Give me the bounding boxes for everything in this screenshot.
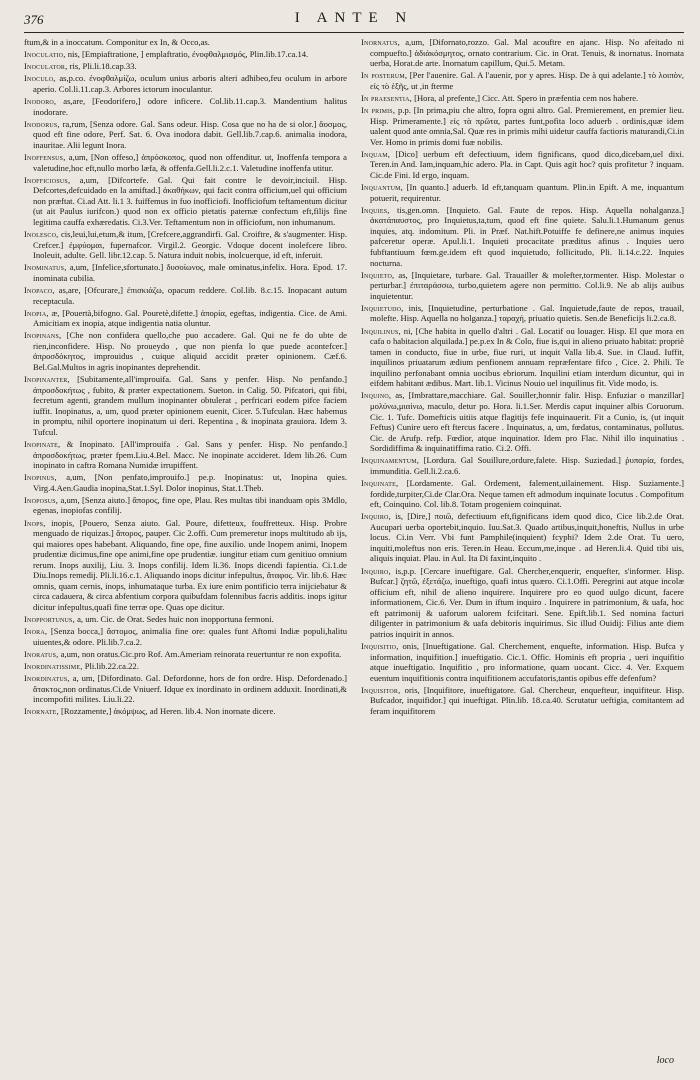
dictionary-entry bbox=[24, 374, 347, 437]
headword: Inquam, bbox=[361, 148, 391, 159]
headword: In posterum, bbox=[361, 70, 408, 81]
entry-text: [Per l'auenire. Gal. A l'auenir, por y apres. Hisp. De à qui adelante.] τὸ λοιπὸν, εἰς τὸ ἑξῆς, ut ,in fterme bbox=[370, 70, 684, 91]
entry-text: [Rozzamente,] ἀκόμψως, ad Heren. lib.4. Non inornate dicere. bbox=[58, 706, 276, 717]
entry-text: a,um, [Difcortefe. Gal. Qui fait contre le devoir,inciuil. Hisp. Defcortes,defcuidado en la amiftad.] ἀκαθήκων, qui facit contra officium,uel qui officium non præftat. Ci.ad Att. li.1 3. fuiffemus in fuo inofficiofi. Inofficiofum teftamentum dicitur (ut ait Paulus iurifcon.) quod non ex officio pietatis paternæ confectum eft,filijs fine legitima cauffa exhæredatis. Ci.3.Ver. Teftamentum non in officiofum, non inhumanum. bbox=[33, 174, 347, 227]
entry-text: [Lordura. Gal Souillure,ordure,falete. Hisp. Suziedad.] ῥυπαρία, fordes, immunditia. Gell.li.2.ca.6. bbox=[370, 455, 684, 476]
left-column bbox=[24, 37, 347, 719]
entry-text: a,um, non oratus.Cic.pro Rof. Am.Ameriam reinorata reuertuntur re non expofita. bbox=[58, 648, 342, 659]
entry-text: as,are, [Ofcurare,] ἐπισκιάζω, opacum reddere. Col.lib. 8.c.15. Inopacant autum receptacula. bbox=[33, 284, 347, 306]
entry-text: ni, [Che habita in quello d'altri . Gal. Locatif ou louager. Hisp. El que mora en cafa o habitacion alquilada.] pe.p.ex In & Colo, fiue is,qui in alieno priuato habitat: propriè tamen in conducto, fiue in urbe, fiue ruri, ut inquit Valla lib.4. Sue. in Claud. Iuffit, inquilinos priuatarum ædium penfionem annuam repræfentare fifco , Cice. 2. Phili. Te inquilino perfonabant omnia uocibus ebriorum. Inquilini etiam interdum dicuntur, qui in eifdem habitant ædibus. Mart. lib.1. Vicinus Nouio uel inquilinus fit. Vide modo, is. bbox=[370, 325, 684, 389]
entry-text: is, [Dire,] ποιῶ, defectiuum eft,fignificans idem quod dico, Cice lib.2.de Orat. Aucupari uerba oportebit,inquio. Iuu.Sat.3. Quado artibus,inquit,honeftis, Nullus in urbe locus. Ci.in Verr. Vbi funt Pamphile(inquient) fcyphi? Idem 2.de Orat. Tu uero, inquiti,moleftus non eris. Teren.in Heau. Eccum,me,inque . ad Heren.li.4. Quid tibi uis, aliquis inquiat. Plau. in Aul. Ita Di faxint,inquito . bbox=[370, 511, 684, 564]
headword: Inoculatio, bbox=[24, 49, 66, 60]
dictionary-entry bbox=[24, 649, 347, 660]
entry-text: a, um, [Difordinato. Gal. Defordonne, hors de fon ordre. Hisp. Defordenado.] ἄτακτος,non ordinatus.Ci.de Vniuerf. Idque ex inordinato in ordinem adduxit. Inordinati,& incompofiti milites. Liu.li.22. bbox=[33, 673, 347, 705]
dictionary-entry bbox=[361, 566, 684, 640]
headword: Inoposus, bbox=[24, 494, 59, 505]
entry-text: Pli.lib.22.ca.22. bbox=[82, 661, 139, 672]
entry-text: as, [Inquietare, turbare. Gal. Trauailler & molefter,tormenter. Hisp. Molestar o perturbar.] ἐπιταράσσω, turbo,quietem agere non permitto. Col.li.9. Ne ab alijs auibus inquietentur. bbox=[370, 269, 684, 301]
dictionary-entry bbox=[361, 390, 684, 453]
headword: Inquantum, bbox=[361, 182, 404, 193]
dictionary-entry bbox=[361, 455, 684, 476]
headword: Inopaco, bbox=[24, 284, 55, 295]
entry-text: onis, [Inueftigatione. Gal. Cherchement, enquefte, information. Hisp. Bufca y information, inquifition.] inueftigatio. Cic.1. Offic. Hominis eft propria , ueri inquifitio atque inueftigatio. Inquifitio , pro informatione, quam uocant. Cicc. 4. Ver. Exquem euentum inquifitionis contra inquifitionem accufatoris,tantis opibus effe defenfum? bbox=[370, 640, 684, 683]
headword: Inornate, bbox=[24, 706, 59, 717]
entry-text: a,um, [Non offeso,] ἀπρόσκοπος, quod non offenditur. ut, Inoffenfa tempora a valetudine,hoc eft,nullo morbo læfa, & offenfa.Gell.li.2.c.1. Valetudine inoffenfa utitur. bbox=[33, 152, 347, 173]
dictionary-entry bbox=[361, 37, 684, 69]
dictionary-entry bbox=[24, 706, 347, 717]
headword: Inordinatus, bbox=[24, 673, 70, 684]
entry-text: as, [Imbrattare,macchiare. Gal. Souiller,honnir falir. Hisp. Enfuziar o manzillar] μολύνω,μιαίνω, maculo, detur po. Hora. li.1.Ser. Merdis caput inquiner albis Coruorum. Cic. 1. Tufc. Domefticis uitiis atque flagitijs fefe inquinauerit. Fit a Cunio, is, (ut inquit Feftus) Cunire uero eft ftercus facere . Inquinatus, a, um, fœdatus, contaminatus, pollutus. Cic. de Arufp. refp. Fœdior, atque inquinatior. Idem pro Flac. Nihil illo inquinatius . Sordidiffima & inquinatiffima ratio. Ci.2. Offi. bbox=[370, 390, 684, 454]
dictionary-entry bbox=[24, 96, 347, 117]
entry-text: [Senza bocca,] ἄστομος, animalia fine ore: quales funt Aftomi Indiæ populi,halitu uiuentes,& odore. Pli.lib.7.ca.2. bbox=[33, 626, 347, 647]
dictionary-entry bbox=[24, 308, 347, 329]
dictionary-entry bbox=[361, 149, 684, 181]
dictionary-entry bbox=[24, 439, 347, 471]
page-header bbox=[24, 10, 684, 33]
dictionary-entry bbox=[24, 285, 347, 306]
dictionary-entry bbox=[361, 685, 684, 717]
dictionary-entry bbox=[361, 270, 684, 302]
entry-text: oris, [Inquifitore, inueftigatore. Gal. Chercheur, enquefteur, inquifiteur. Hisp. Bufcador, inquifidor.] qui inueftigat. Plin.lib. 18.ca.40. Scrutatur ueftigia, comitantem ad feram inquifitorem bbox=[370, 684, 684, 716]
entry-text: tis,gen.omn. [Inquieto. Gal. Faute de repos. Hisp. Aquella nohalganza.] ἀκατάπαυστος, pro Inquietus,ta,tum, quod eft fine quiete. Salu.li.1.Humanum genus inquies, atq. indomitum. Pli. in Præf. Nat.hift.Potuiffe fe definere,ne animus inquies pafceretur operæ. Apul.li.1. Inquieti procacitate præditus afinus . Inquies uero fubftantiuum fœm.ge.idem eft quod inquietudo, follicitudo, Pli. li.14.c.22. Inquies nocturna. bbox=[370, 204, 684, 268]
headword: Inodorus, bbox=[24, 118, 60, 129]
running-head: I ANTE N bbox=[294, 10, 414, 26]
headword: Inoratus, bbox=[24, 648, 59, 659]
dictionary-entry bbox=[24, 229, 347, 261]
headword: Inopportunus, bbox=[24, 614, 75, 625]
headword: Inopinus, bbox=[24, 472, 57, 483]
headword: Inquino, bbox=[361, 390, 392, 401]
entry-text: [In quanto.] aduerb. Id eft,tanquam quantum. Plin.in Epift. A me, inquantum potuerit, requirentur. bbox=[370, 182, 684, 203]
headword: Inops, bbox=[24, 517, 46, 528]
entry-text: [Hora, al prefente,] Cicc. Att. Spero in præfentia cem nos habere. bbox=[411, 92, 639, 103]
entry-text: a,um, [Difornato,rozzo. Gal. Mal acouftre en ajanc. Hisp. No afeitado ni compuefto.] ἀδιάκόσμητος, ornato contrarium. Cic. in Orat. Tenuis, & inornatus. Inornata uerba, Horat.de arte. Inornatum capillum, Qui.5. Metam. bbox=[370, 37, 684, 69]
page-number: 376 bbox=[24, 12, 44, 27]
entry-text: as,p.co. ἐνοφθαλμίζω, oculum unius arboris alteri adhibeo,feu oculum in arbore aperio. Col.li.11.cap.3. Arbores ictorum inoculantur. bbox=[33, 73, 347, 94]
headword: Inquietudo, bbox=[361, 302, 404, 313]
catchword: loco bbox=[656, 1055, 674, 1066]
entry-text: a,um, [Senza aiuto.] ἄπορος, fine ope, Plau. Res multas tibi inanduam opis 3Mdlo, egenas, inopiofas confilij. bbox=[33, 494, 347, 516]
headword: Inoffensus, bbox=[24, 152, 66, 163]
headword: Inoculator, bbox=[24, 61, 68, 72]
headword: Inquisitor, bbox=[361, 684, 401, 695]
entry-text: & Inopinato. [All'improuifa . Gal. Sans y penfer. Hisp. No penfando.] ἀπροσδοκήτως, præter fpem.Liu.4.Bel. Macc. Ne inopinate accideret. Idem lib.26. Cum inopinato in caftra Romana Numidæ irrupiffent. bbox=[33, 439, 347, 471]
entry-text: ra,rum, [Senza odore. Gal. Sans odeur. Hisp. Cosa que no ha de si olor.] ἄοσμος, quod eft fine odore, Perf. Sat. 6. Ova inodora dabit. Gell.lib.7.cap.6. animalia inodora, inauritae. Alii legunt Inora. bbox=[33, 118, 347, 150]
entry-text: [Subitamente,all'improuifa. Gal. Sans y penfer. Hisp. No penfando.] ἀπροσδοκήτως , fubito, & præter expectationem. Sueton. in Calig. 50. Pifcatori, qui fibi, fecretum agenti, grandem mullum inopinanter obtulerat , perfricari eodem pifce faciem iuffit. Inopinatus, a, um, quod præter opinionem euenit, Cicer. 5.Tufculan. Hæc habemus in promptu, nihil oportere inopinatum ui deri. Repentina , & inopinata grauiora. Idem 3. Tufcul. bbox=[33, 374, 347, 437]
dictionary-entry bbox=[361, 303, 684, 324]
dictionary-entry bbox=[24, 518, 347, 613]
dictionary-entry bbox=[24, 472, 347, 493]
dictionary-entry bbox=[361, 205, 684, 268]
dictionary-entry bbox=[361, 93, 684, 104]
entry-text: ftum,& in a inoccatum. Componitur ex In, & Occo,as. bbox=[24, 37, 210, 47]
entry-text: a, um. Cic. de Orat. Sedes huic non inopportuna fermoni. bbox=[74, 614, 274, 625]
headword: Inora, bbox=[24, 626, 48, 637]
dictionary-entry bbox=[24, 262, 347, 283]
headword: Inquiro, bbox=[361, 565, 391, 576]
entry-text: [Che non confidera quello,che puo accadere. Gal. Qui ne fe do ubte de rien,inconfidere. Hisp. No proueydo , que non pienfa lo que puede acontefcer.] ἀπροσδόκητος, improuidus , cuique aliquid accidit præter opinionem. Cæf.6. Bel.Gal.Multos in agris inopinantes deprehendit. bbox=[33, 330, 347, 372]
headword: Inolesco, bbox=[24, 229, 59, 240]
dictionary-entry bbox=[361, 326, 684, 389]
dictionary-entry bbox=[24, 495, 347, 516]
dictionary-entry bbox=[361, 105, 684, 147]
entry-text: ris, Pli.li.18.cap.33. bbox=[67, 61, 137, 72]
dictionary-entry bbox=[24, 614, 347, 625]
headword: Inofficiosus, bbox=[24, 174, 71, 185]
headword: Inopinans, bbox=[24, 330, 62, 341]
headword: In praesentia, bbox=[361, 92, 412, 103]
entry-text: as,are, [Feodorifero,] odore inficere. Col.lib.11.cap.3. Mandentium halitus inodorare. bbox=[33, 96, 347, 117]
text-columns bbox=[24, 37, 684, 719]
dictionary-entry bbox=[361, 641, 684, 683]
entry-text: inopis, [Pouero, Senza aiuto. Gal. Poure, difetteux, fouffretteux. Hisp. Probre menguado de riquizas.] ἄπορος, pauper. Cic 2.offi. Cum premeretur inops multitudo ab ijs, qui maiores opes habebant. Aliquando, fine ope, fine auxilio. unde Inopem animi, Inopem prudentiæ dicimus,fine ope animi,fine ope prudentiæ. iungitur etiam cum genitiuo omnium rerum. Inops auxilij, Liu. 3. Inops confilij. Idem li.36. Inops dicendi fapientia. Ci.1.de Diu.Inops remedij. Pli.li.16.c.1. Aliquando inops dicitur infepultus, ἄταφος. Vir. lib.6. Hæc omnis, quam cernis, inops, inhumataque turba. Ex iure enim pontificio terra inijciebatur & circa cadauera, & circa abfentium corpora quibufdam folennibus facris additis. inops igitur dicitur infepultus,quafi fine terræ ope. Quas ope dicitur. bbox=[33, 517, 347, 612]
dictionary-entry bbox=[24, 152, 347, 173]
dictionary-entry bbox=[24, 73, 347, 94]
dictionary-entry bbox=[24, 61, 347, 72]
dictionary-entry bbox=[24, 673, 347, 705]
entry-text: [Dico] uerbum eft defectiuum, idem fignificans, quod dico,dicebam,uel dixi. Teren.in And. Iam,inquam,hic adero. Pla. in Capt. Quis agit hoc? quis profitetur ? inquam. Cic.de Fini. Id ergo, inquam. bbox=[370, 148, 684, 180]
headword: Inodoro, bbox=[24, 96, 57, 107]
entry-text: a,um, [Non penfato,improuifo.] pe.p. Inopinatus: ut, Inopina quies. Virg.4.Aen.Gaudia inopina,Stat.1.Syl. Dolor inopinus, Stat.1.Theb. bbox=[33, 472, 347, 493]
dictionary-entry bbox=[361, 70, 684, 91]
entry-text: p.p. [In prima,piu che altro, fopra ogni altro. Gal. Premierement, en premier lieu. Hisp. Primeramente.] εἰς τὰ πρῶτα, partes funt,pofita loco aduerb . ordinis,quæ idem ualent quod ante omnia,Sal. Quæ res in primis mihi uidetur cauffa factioris maturandi,Ci.in Ver. Homo in primis domi fuæ nobilis. bbox=[370, 105, 684, 147]
headword: Inquinamentum, bbox=[361, 455, 420, 466]
headword: Inornatus, bbox=[361, 37, 401, 47]
dictionary-entry bbox=[24, 175, 347, 228]
dictionary-entry bbox=[24, 626, 347, 647]
entry-text: is,p.p. [Cercare inueftigare. Gal. Chercher,enquerir, enquefter, s'informer. Hisp. Bufcar.] ζητῶ, ἐξετάζω, inueftigo, quafi intus quæro. Ci.1.Offi. Peregrini aut atque incolæ officium eft, nihil de alieno inquirere. Inquirere pro eo quod uulgo dicunt, facere informationem, Cic.6. Ver. Dum in iftum inquiro . Inquirere in patrimonium, & uafa, hoc eft patrimonij & uaforum ualorem fcifcitari. Sene. Epift.lib.1. Sed nomina facturi diligenter in patrimonium & uafa debitoris inquirimus. Sic illud Ouidij: Filius ante diem patrios inquirit in annos. bbox=[370, 565, 684, 639]
headword: Inquies, bbox=[361, 204, 390, 215]
dictionary-entry bbox=[24, 661, 347, 672]
headword: Inquieto, bbox=[361, 269, 395, 280]
entry-text: inis, [Inquietudine, perturbatione . Gal. Inquietude,faute de repos, trauail, molefte. Hisp. Aquella no holganza.] ταραχή, priuatio quietis. Sen.de Beneficijs li.2.ca.8. bbox=[370, 302, 684, 324]
entry-text: nis, [Empiaftratione, ] emplaftratio, ἐνοφθαλμισμός, Plin.lib.17.ca.14. bbox=[65, 49, 309, 60]
headword: Inquiro, bbox=[361, 511, 391, 522]
entry-text: æ, [Pouertà,bifogno. Gal. Pouretè,difette.] ἀπορία, egeftas, indigentia. Cice. de Ami. Amicitiam ex inopia, atque indigentia natia oluntur. bbox=[33, 307, 347, 329]
entry-text: [Lordamente. Gal. Ordement, falement,uilainement. Hisp. Suziamente.] fordide,turpiter,Ci.de Clar.Ora. Neque tamen eft admodum inquinate locutus . Compofitum eft, Coinquino. Col. lib.8. Totam progeniem coinquinat. bbox=[370, 478, 684, 510]
headword: Inquilinus, bbox=[361, 325, 401, 336]
headword: Inopinate, bbox=[24, 439, 61, 449]
dictionary-entry bbox=[24, 37, 347, 48]
headword: Inordinatissime, bbox=[24, 661, 83, 672]
headword: Inoculo, bbox=[24, 73, 56, 84]
entry-text: a,um, [Infelice,sfortunato.] δυσοίωνος, male ominatus,infelix. Hora. Epod. 17. inominata cubilia. bbox=[33, 262, 347, 283]
right-column bbox=[361, 37, 684, 719]
dictionary-entry bbox=[24, 330, 347, 372]
dictionary-entry bbox=[24, 119, 347, 151]
headword: Inquinate, bbox=[361, 478, 399, 488]
entry-text: cis,leui,lui,etum,& itum, [Crefcere,aggrandirfi. Gal. Croiftre, & s'augmenter. Hisp. Crefcer.] ἐμφύομαι, fupernafcor. Virgil.2. Georgic. Vdoque docent inolefcere libro. Inoleuit, adulte. Gell. libr.12.cap. 5. Natura induit nobis, inolcuerque, id eft, inferuit. bbox=[33, 229, 347, 261]
headword: Inopinanter, bbox=[24, 374, 70, 385]
headword: Inominatus, bbox=[24, 262, 67, 273]
dictionary-entry bbox=[361, 478, 684, 510]
dictionary-entry bbox=[24, 49, 347, 60]
headword: Inopia, bbox=[24, 307, 49, 318]
dictionary-entry bbox=[361, 182, 684, 203]
headword: Inquisitio, bbox=[361, 640, 399, 651]
headword: In primis, bbox=[361, 105, 396, 116]
dictionary-entry bbox=[361, 511, 684, 564]
